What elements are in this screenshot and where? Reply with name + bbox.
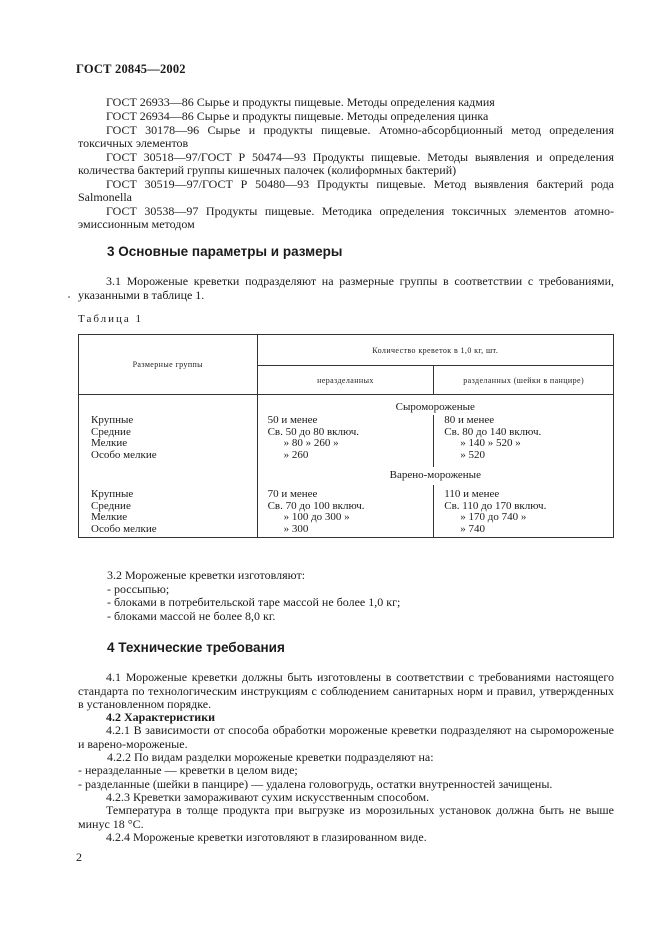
size-groups-raw [79, 415, 258, 467]
table-cell: Св. 80 до 140 включ. [444, 425, 542, 438]
raw-undivided-values [257, 415, 434, 467]
table-cell: » 740 [460, 522, 486, 535]
table-cell: Св. 70 до 100 включ. [267, 499, 365, 512]
table-cell: » 140 » 520 » [460, 437, 521, 449]
list-item: - блоками массой не более 8,0 кг. [107, 608, 276, 623]
column-header-size-group: Размерные группы [79, 335, 258, 395]
paragraph-3-2 [107, 569, 612, 623]
table-cell: » 520 [460, 448, 486, 461]
reference-item: ГОСТ 26933—86 Сырье и продукты пищевые. Методы определения кадмия [106, 95, 495, 109]
raw-divided-values [434, 415, 614, 467]
table-cell: Св. 110 до 170 включ. [444, 499, 547, 512]
size-group: Средние [91, 425, 131, 438]
scan-speck [68, 296, 70, 298]
paragraph-3-1: 3.1 Мороженые креветки подразделяют на размерные группы в соответствии с требованиями, указанными в таблице 1. [78, 274, 614, 302]
size-group: Средние [91, 499, 131, 512]
normative-references [78, 96, 614, 231]
table-cell: » 260 [283, 448, 309, 461]
size-group: Мелкие [91, 511, 128, 523]
table-cell: » 100 до 300 » [283, 511, 350, 523]
section-label-boiled-frozen: Варено-мороженые [257, 467, 613, 485]
subsection-4-2-heading: 4.2 Характеристики [106, 710, 216, 724]
paragraph-4-2-1: 4.2.1 В зависимости от способа обработки мороженые креветки подразделяют на сыромороженые и варено-мороженые. [78, 723, 614, 751]
size-groups-boiled [79, 485, 258, 538]
size-group: Крупные [91, 414, 134, 426]
size-group: Особо мелкие [91, 448, 157, 461]
list-item: - неразделанные — креветки в целом виде; [78, 763, 298, 777]
reference-item: ГОСТ 30518—97/ГОСТ Р 50474—93 Продукты пищевые. Методы выявления и определения количества бактерий группы кишечных палочек (колиформных бактерий) [78, 150, 614, 177]
page-number: 2 [76, 850, 82, 864]
column-header-quantity: Количество креветок в 1,0 кг, шт. [257, 335, 613, 366]
size-group: Мелкие [91, 437, 128, 449]
reference-item: ГОСТ 30538—97 Продукты пищевые. Методика определения токсичных элементов атомно-эмиссионным методом [78, 204, 614, 231]
paragraph-4-2-3-temperature: Температура в толще продукта при выгрузке из морозильных установок должна быть не выше минус 18 °С. [78, 803, 614, 831]
table-cell: 110 и менее [444, 488, 500, 500]
table-cell: » 300 [283, 522, 309, 535]
column-header-undivided: неразделанных [257, 366, 434, 395]
boiled-undivided-values [257, 485, 434, 538]
size-group: Особо мелкие [91, 522, 157, 535]
size-group: Крупные [91, 488, 134, 500]
table-1 [78, 334, 614, 538]
table-cell: » 80 » 260 » [283, 437, 339, 449]
column-header-divided: разделанных (шейки в панцире) [434, 366, 614, 395]
table-cell: 70 и менее [267, 488, 318, 500]
table-cell: Св. 50 до 80 включ. [267, 425, 360, 438]
paragraph-4-1: 4.1 Мороженые креветки должны быть изготовлены в соответствии с требованиями настоящего стандарта по технологическим инструкциям с соблюдением санитарных норм и правил, утвержденных в установленном порядке. [78, 670, 614, 711]
list-item: - блоками в потребительской таре массой не более 1,0 кг; [107, 595, 401, 609]
paragraph-3-2-intro: 3.2 Мороженые креветки изготовляют: [107, 568, 306, 582]
list-item: - россыпью; [107, 581, 170, 596]
paragraph-4-2-2-intro: 4.2.2 По видам разделки мороженые креветки подразделяют на: [107, 750, 434, 764]
boiled-divided-values [434, 485, 614, 538]
table-cell: 80 и менее [444, 414, 495, 426]
paragraph-4-2-3: 4.2.3 Креветки замораживают сухим искусственным способом. [106, 790, 430, 804]
section-3-heading: 3 Основные параметры и размеры [107, 244, 343, 259]
table-cell: 50 и менее [267, 414, 318, 426]
table-caption: Таблица 1 [78, 313, 144, 325]
list-item: - разделанные (шейки в панцире) — удалена головогрудь, остатки внутренностей зачищены. [78, 776, 553, 791]
reference-item: ГОСТ 30178—96 Сырье и продукты пищевые. Атомно-абсорбционный метод определения токсичных элементов [78, 123, 614, 150]
table-cell: » 170 до 740 » [460, 511, 527, 523]
paragraph-4-2-4: 4.2.4 Мороженые креветки изготовляют в глазированном виде. [106, 830, 427, 844]
paragraph-4-2-2-list [78, 764, 583, 791]
reference-item: ГОСТ 26934—86 Сырье и продукты пищевые. Методы определения цинка [106, 109, 489, 123]
section-label-raw-frozen: Сыромороженые [257, 395, 613, 416]
section-4-heading: 4 Технические требования [107, 640, 285, 655]
reference-item: ГОСТ 30519—97/ГОСТ Р 50480—93 Продукты пищевые. Метод выявления бактерий рода Salmonella [78, 177, 614, 204]
page-header: ГОСТ 20845—2002 [76, 62, 186, 76]
